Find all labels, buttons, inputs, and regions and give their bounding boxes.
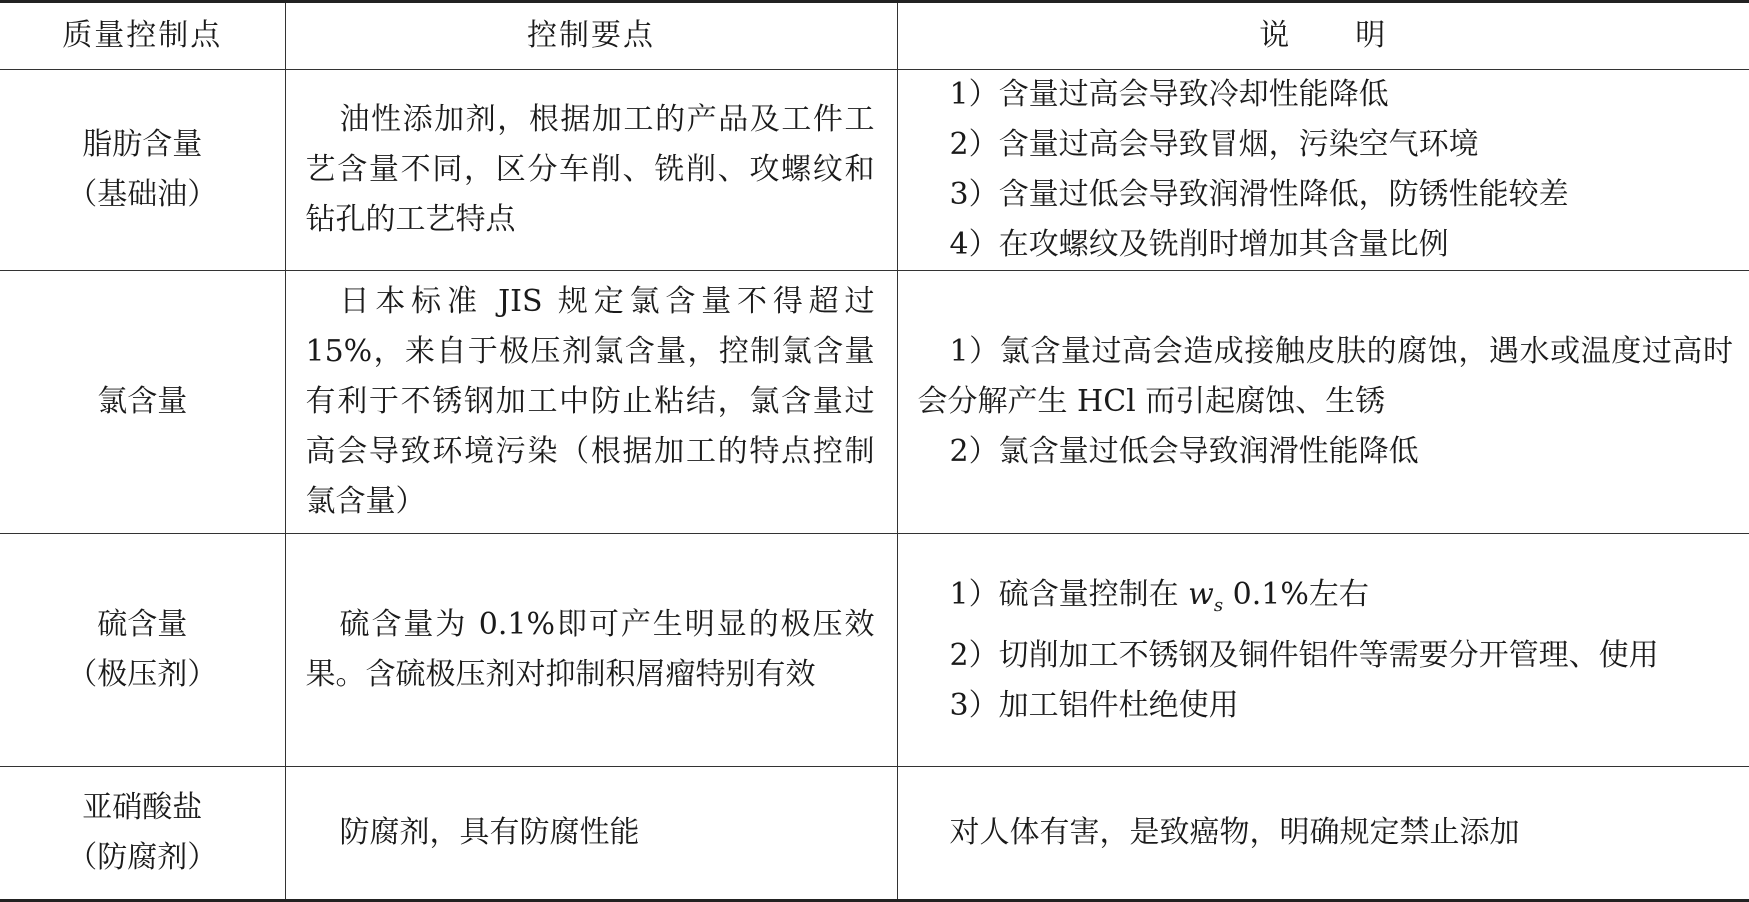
explanation-item: 3）加工铝件杜绝使用 [949, 687, 1239, 723]
table-row [0, 534, 1749, 767]
table-header [0, 2, 1749, 70]
quality-point-cell [0, 271, 285, 534]
explanation-item: 3）含量过低会导致润滑性降低，防锈性能较差 [949, 177, 1569, 212]
explanation-item: 1）氯含量过高会造成接触皮肤的腐蚀，遇水或温度过高时会分解产生 HCl 而引起腐蚀、生锈 [917, 334, 1733, 419]
header-row [0, 2, 1749, 70]
explanation-item: 2）含量过高会导致冒烟，污染空气环境 [949, 127, 1479, 162]
quality-point-subtitle: （防腐剂） [67, 840, 218, 875]
quality-point-cell [0, 534, 285, 767]
quality-point-subtitle: （基础油） [67, 177, 218, 212]
explanation-item-text: 1）硫含量控制在 [949, 576, 1179, 612]
explanation-cell [897, 534, 1749, 767]
explanation-item: 4）在攻螺纹及铣削时增加其含量比例 [949, 227, 1449, 262]
control-requirement-cell: 硫含量为 0.1%即可产生明显的极压效果。含硫极压剂对抑制积屑瘤特别有效 [285, 534, 897, 767]
quality-point-cell [0, 70, 285, 271]
table-row [0, 70, 1749, 271]
quality-point-subtitle: （极压剂） [67, 657, 218, 692]
explanation-item: 2）氯含量过低会导致润滑性能降低 [949, 434, 1419, 469]
mass-fraction-value: 0.1%左右 [1223, 576, 1369, 612]
explanation-item: 对人体有害，是致癌物，明确规定禁止添加 [949, 815, 1520, 850]
header-control-requirement: 控制要点 [285, 2, 897, 70]
quality-point-cell [0, 767, 285, 901]
sulfur-mass-fraction-symbol [1188, 576, 1224, 616]
mass-fraction-subscript: s [1213, 594, 1224, 616]
header-quality-point: 质量控制点 [0, 2, 285, 70]
header-explanation [897, 2, 1749, 70]
header-explanation-right: 明 [1355, 18, 1388, 53]
explanation-cell [897, 271, 1749, 534]
table-row [0, 767, 1749, 901]
quality-point-name: 亚硝酸盐 [82, 790, 203, 825]
explanation-item: 1）含量过高会导致冷却性能降低 [949, 77, 1389, 112]
control-requirement-cell: 油性添加剂，根据加工的产品及工件工艺含量不同，区分车削、铣削、攻螺纹和钻孔的工艺特点 [285, 70, 897, 271]
explanation-item [918, 570, 1734, 631]
mass-fraction-letter: w [1188, 576, 1214, 612]
quality-point-name: 氯含量 [97, 384, 188, 419]
quality-point-name: 硫含量 [97, 607, 188, 642]
table-row [0, 271, 1749, 534]
control-requirement-cell: 日本标准 JIS 规定氯含量不得超过15%，来自于极压剂氯含量，控制氯含量有利于不锈钢加工中防止粘结，氯含量过高会导致环境污染（根据加工的特点控制氯含量） [285, 271, 897, 534]
explanation-item: 2）切削加工不锈钢及铜件铝件等需要分开管理、使用 [949, 637, 1659, 673]
header-explanation-left: 说 [1259, 18, 1292, 53]
explanation-cell [897, 767, 1749, 901]
table-body [0, 70, 1749, 901]
control-requirement-cell: 防腐剂，具有防腐性能 [285, 767, 897, 901]
quality-point-name: 脂肪含量 [82, 127, 203, 162]
explanation-cell [897, 70, 1749, 271]
